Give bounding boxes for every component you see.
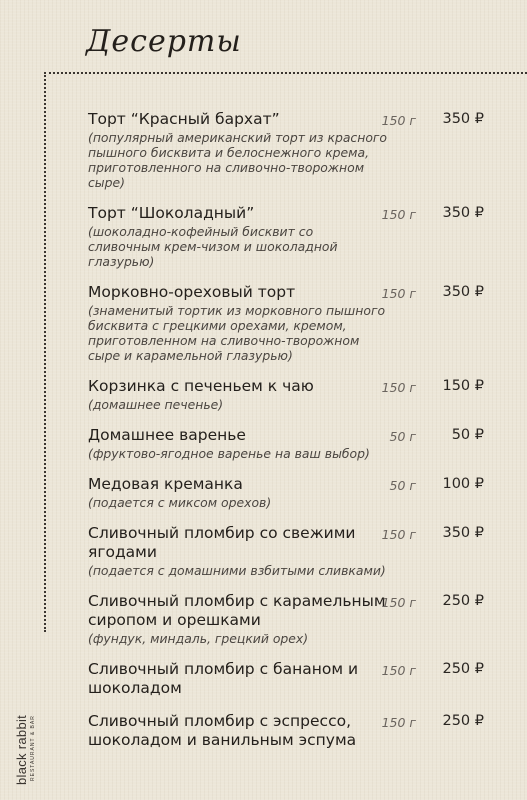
item-price: 350 ₽ (442, 284, 484, 300)
item-description: (популярный американский торт из красного пышного бисквита и белоснежного крема, приготовленного на сливочно-творожном сыре) (88, 130, 387, 190)
item-description: (шоколадно-кофейный бисквит со сливочным крем-чизом и шоколадной глазурью) (88, 224, 338, 269)
item-name: Сливочный пломбир с бананом и шоколадом (88, 660, 359, 697)
item-name: Торт “Красный бархат” (88, 110, 280, 128)
item-description: (подается с миксом орехов) (88, 495, 272, 510)
menu-item (88, 475, 498, 510)
menu-list (88, 110, 498, 764)
item-weight: 150 г (381, 286, 416, 301)
menu-item (88, 377, 498, 412)
dotted-divider-left (44, 72, 46, 632)
item-price: 100 ₽ (442, 476, 484, 492)
menu-item (88, 660, 498, 698)
item-weight: 150 г (381, 113, 416, 128)
page-title: Десерты (86, 24, 242, 59)
menu-item (88, 524, 498, 578)
menu-item (88, 426, 498, 461)
item-weight: 150 г (381, 595, 416, 610)
menu-item (88, 110, 498, 190)
item-weight: 150 г (381, 380, 416, 395)
item-weight: 150 г (381, 715, 416, 730)
item-name: Домашнее варенье (88, 426, 246, 444)
brand-logo (6, 690, 46, 785)
item-weight: 150 г (381, 207, 416, 222)
dotted-divider-top (44, 72, 527, 74)
item-description: (домашнее печенье) (88, 397, 224, 412)
item-name: Корзинка с печеньем к чаю (88, 377, 314, 395)
item-name: Медовая креманка (88, 475, 243, 493)
menu-item (88, 592, 498, 646)
item-price: 150 ₽ (442, 378, 484, 394)
item-name: Торт “Шоколадный” (88, 204, 255, 222)
item-weight: 50 г (389, 429, 416, 444)
menu-item (88, 712, 498, 750)
item-price: 350 ₽ (442, 205, 484, 221)
menu-item (88, 204, 498, 269)
item-description: (подается с домашними взбитыми сливками) (88, 563, 386, 578)
brand-logo-subtitle: RESTAURANT & BAR (30, 715, 36, 781)
menu-item (88, 283, 498, 363)
item-description: (знаменитый тортик из морковного пышного бисквита с грецкими орехами, кремом, приготовленном на сливочно-творожном сыре и карамельной глазурью) (88, 303, 386, 363)
item-name: Морковно-ореховый торт (88, 283, 296, 301)
brand-logo-text: black rabbit (14, 714, 29, 785)
item-price: 250 ₽ (442, 713, 484, 729)
item-name: Сливочный пломбир с карамельным сиропом и орешками (88, 592, 386, 629)
item-price: 50 ₽ (451, 427, 484, 443)
item-price: 350 ₽ (442, 111, 484, 127)
item-description: (фундук, миндаль, грецкий орех) (88, 631, 309, 646)
item-price: 250 ₽ (442, 661, 484, 677)
item-weight: 50 г (389, 478, 416, 493)
item-weight: 150 г (381, 663, 416, 678)
item-price: 350 ₽ (442, 525, 484, 541)
item-name: Сливочный пломбир с эспрессо, шоколадом и ванильным эспума (88, 712, 357, 749)
item-weight: 150 г (381, 527, 416, 542)
item-price: 250 ₽ (442, 593, 484, 609)
item-description: (фруктово-ягодное варенье на ваш выбор) (88, 446, 370, 461)
item-name: Сливочный пломбир со свежими ягодами (88, 524, 356, 561)
